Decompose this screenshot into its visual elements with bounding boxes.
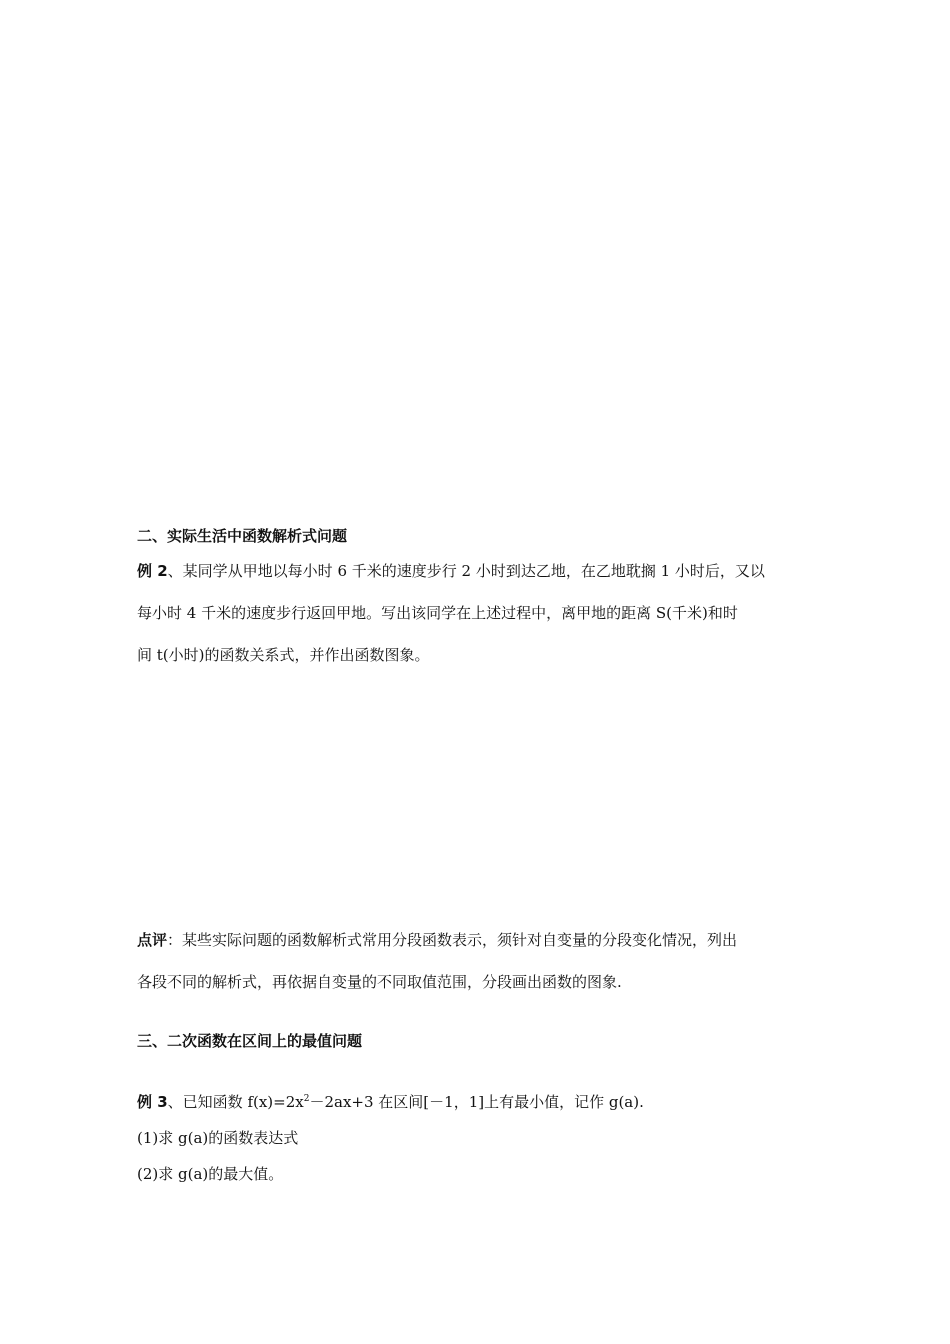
example-2-line-1 [137, 561, 765, 581]
example-3-label: 例 3 [137, 1093, 168, 1111]
section-2-heading: 二、实际生活中函数解析式问题 [137, 527, 348, 545]
example-3-part-2: (2)求 g(a)的最大值。 [137, 1165, 284, 1183]
example-3-text-1: 、已知函数 f(x)=2x [167, 1093, 304, 1111]
comment-line-2: 各段不同的解析式，再依据自变量的不同取值范围，分段画出函数的图象. [137, 973, 622, 991]
example-3-part-1: (1)求 g(a)的函数表达式 [137, 1129, 299, 1147]
comment-text-1: ：某些实际问题的函数解析式常用分段函数表示，须针对自变量的分段变化情况，列出 [167, 931, 738, 949]
example-3-text-2: －2ax+3 在区间[－1，1]上有最小值，记作 g(a). [309, 1093, 644, 1111]
comment-label: 点评 [137, 931, 168, 949]
section-3-heading: 三、二次函数在区间上的最值问题 [137, 1032, 363, 1050]
example-3-line-1 [137, 1092, 644, 1112]
exponent: 2 [303, 1094, 310, 1104]
example-2-label: 例 2 [137, 562, 168, 580]
example-2-text-1: 、某同学从甲地以每小时 6 千米的速度步行 2 小时到达乙地，在乙地耽搁 1 小时后，又以 [167, 562, 765, 580]
example-2-line-3: 间 t(小时)的函数关系式，并作出函数图象。 [137, 646, 430, 664]
comment-line-1 [137, 930, 737, 950]
example-2-line-2: 每小时 4 千米的速度步行返回甲地。写出该同学在上述过程中，离甲地的距离 S(千米)和时 [137, 604, 738, 622]
